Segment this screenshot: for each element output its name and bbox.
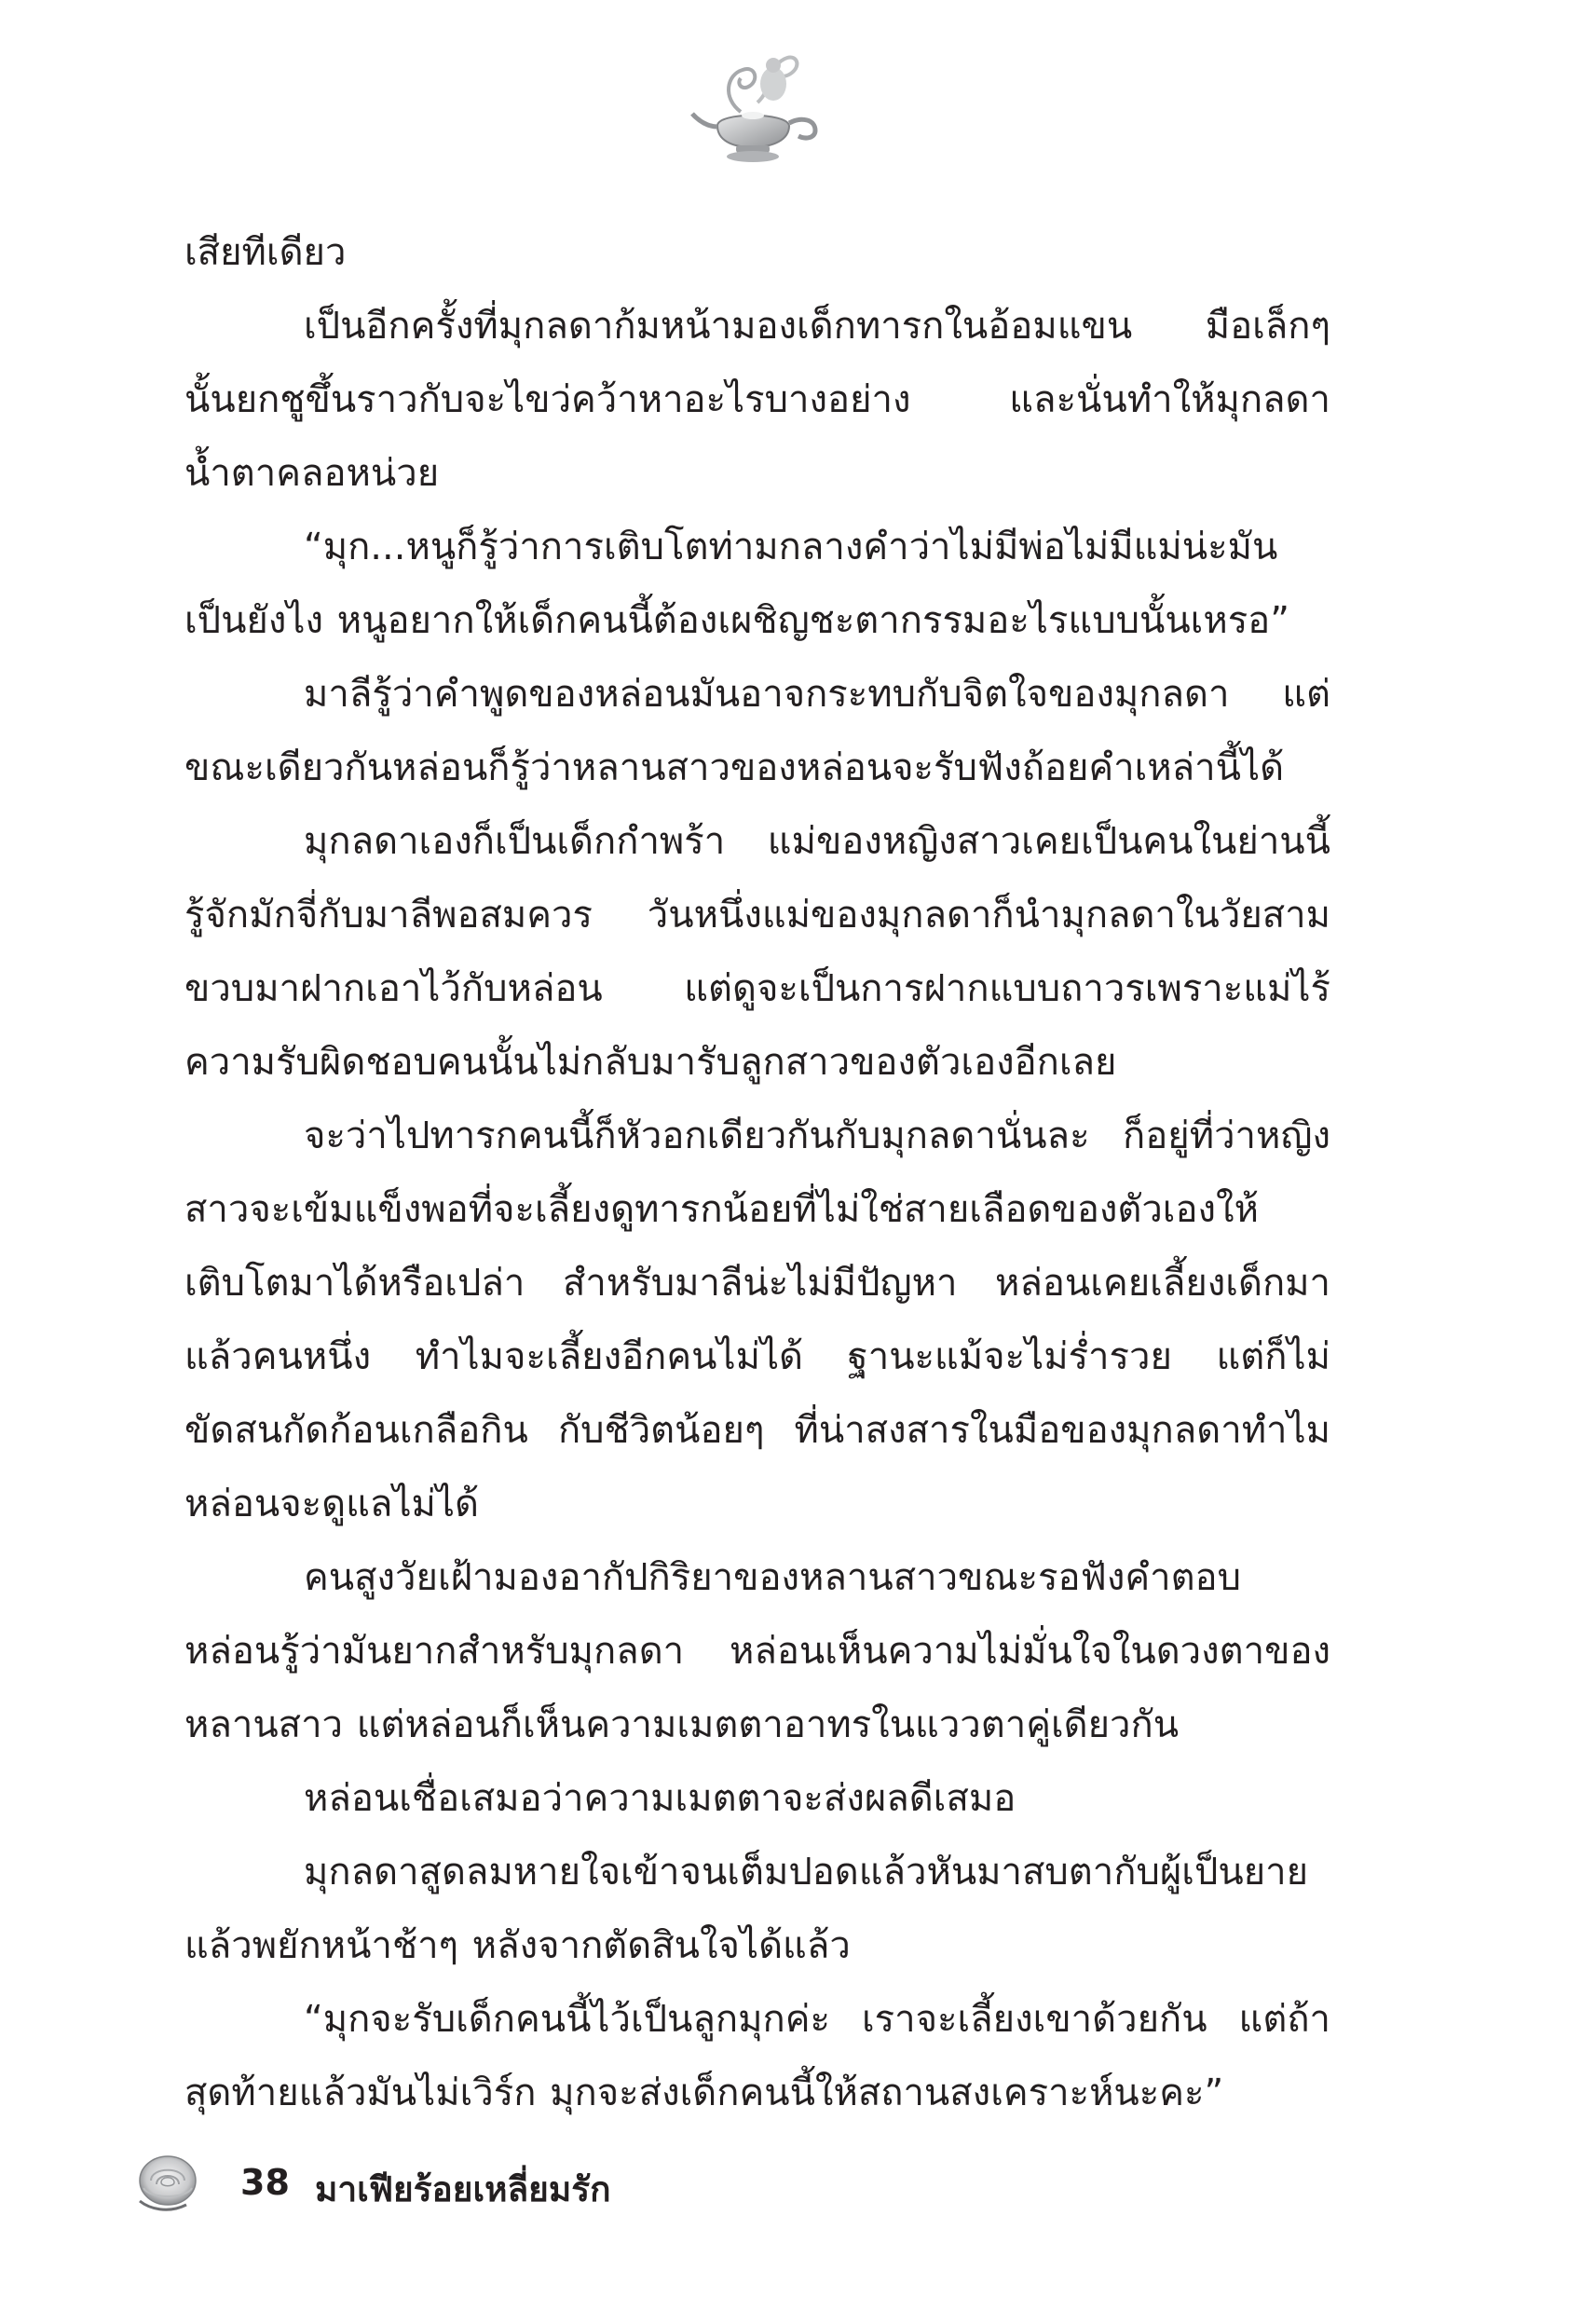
- paragraph: คนสูงวัยเฝ้ามองอากัปกิริยาของหลานสาวขณะรอฟังคำตอบ หล่อนรู้ว่ามันยากสำหรับมุกลดา หล่อนเห็นความไม่มั่นใจในดวงตาของหลานสาว แต่หล่อนก็เห็นความเมตตาอาทรในแววตาคู่เดียวกัน: [184, 1556, 1330, 1746]
- paragraph: มุกลดาสูดลมหายใจเข้าจนเต็มปอดแล้วหันมาสบตากับผู้เป็นยายแล้วพยักหน้าช้าๆ หลังจากตัดสินใจได้แล้ว: [184, 1851, 1309, 1967]
- body-text: [184, 216, 1330, 2130]
- paragraph: เสียทีเดียว: [184, 231, 347, 274]
- paragraph: เป็นอีกครั้งที่มุกลดาก้มหน้ามองเด็กทารกในอ้อมแขน มือเล็กๆ นั้นยกชูขึ้นราวกับจะไขว่คว้าหาอะไรบางอย่าง และนั่นทำให้มุกลดาน้ำตาคลอหน่วย: [184, 305, 1330, 495]
- paragraph: มุกลดาเองก็เป็นเด็กกำพร้า แม่ของหญิงสาวเคยเป็นคนในย่านนี้รู้จักมักจี่กับมาลีพอสมควร วันหนึ่งแม่ของมุกลดาก็นำมุกลดาในวัยสามขวบมาฝากเอาไว้กับหล่อน แต่ดูจะเป็นการฝากแบบถาวรเพราะแม่ไร้ความรับผิดชอบคนนั้นไม่กลับมารับลูกสาวของตัวเองอีกเลย: [184, 820, 1330, 1084]
- paragraph: จะว่าไปทารกคนนี้ก็หัวอกเดียวกันกับมุกลดานั่นละ ก็อยู่ที่ว่าหญิงสาวจะเข้มแข็งพอที่จะเลี้ยงดูทารกน้อยที่ไม่ใช่สายเลือดของตัวเองให้เติบโตมาได้หรือเปล่า สำหรับมาลีน่ะไม่มีปัญหา หล่อนเคยเลี้ยงเด็กมาแล้วคนหนึ่ง ทำไมจะเลี้ยงอีกคนไม่ได้ ฐานะแม้จะไม่ร่ำรวย แต่ก็ไม่ขัดสนกัดก้อนเกลือกิน กับชีวิตน้อยๆ ที่น่าสงสารในมือของมุกลดาทำไมหล่อนจะดูแลไม่ได้: [184, 1114, 1330, 1525]
- paragraph: หล่อนเชื่อเสมอว่าความเมตตาจะส่งผลดีเสมอ: [304, 1777, 1016, 1820]
- rose-icon: [130, 2143, 205, 2218]
- paragraph: มาลีรู้ว่าคำพูดของหล่อนมันอาจกระทบกับจิตใจของมุกลดา แต่ขณะเดียวกันหล่อนก็รู้ว่าหลานสาวของหล่อนจะรับฟังถ้อยคำเหล่านี้ได้: [184, 673, 1330, 789]
- paragraph: “มุกจะรับเด็กคนนี้ไว้เป็นลูกมุกค่ะ เราจะเลี้ยงเขาด้วยกัน แต่ถ้าสุดท้ายแล้วมันไม่เวิร์ก มุกจะส่งเด็กคนนี้ให้สถานสงเคราะห์นะคะ”: [184, 1998, 1330, 2114]
- page-footer: [130, 2143, 876, 2227]
- page-number: 38: [240, 2162, 290, 2203]
- lamp-genie-ornament-icon: [685, 47, 825, 168]
- book-title: มาเฟียร้อยเหลี่ยมรัก: [315, 2169, 611, 2209]
- paragraph: “มุก...หนูก็รู้ว่าการเติบโตท่ามกลางคำว่าไม่มีพ่อไม่มีแม่น่ะมันเป็นยังไง หนูอยากให้เด็กคนนี้ต้องเผชิญชะตากรรมอะไรแบบนั้นเหรอ”: [184, 526, 1289, 642]
